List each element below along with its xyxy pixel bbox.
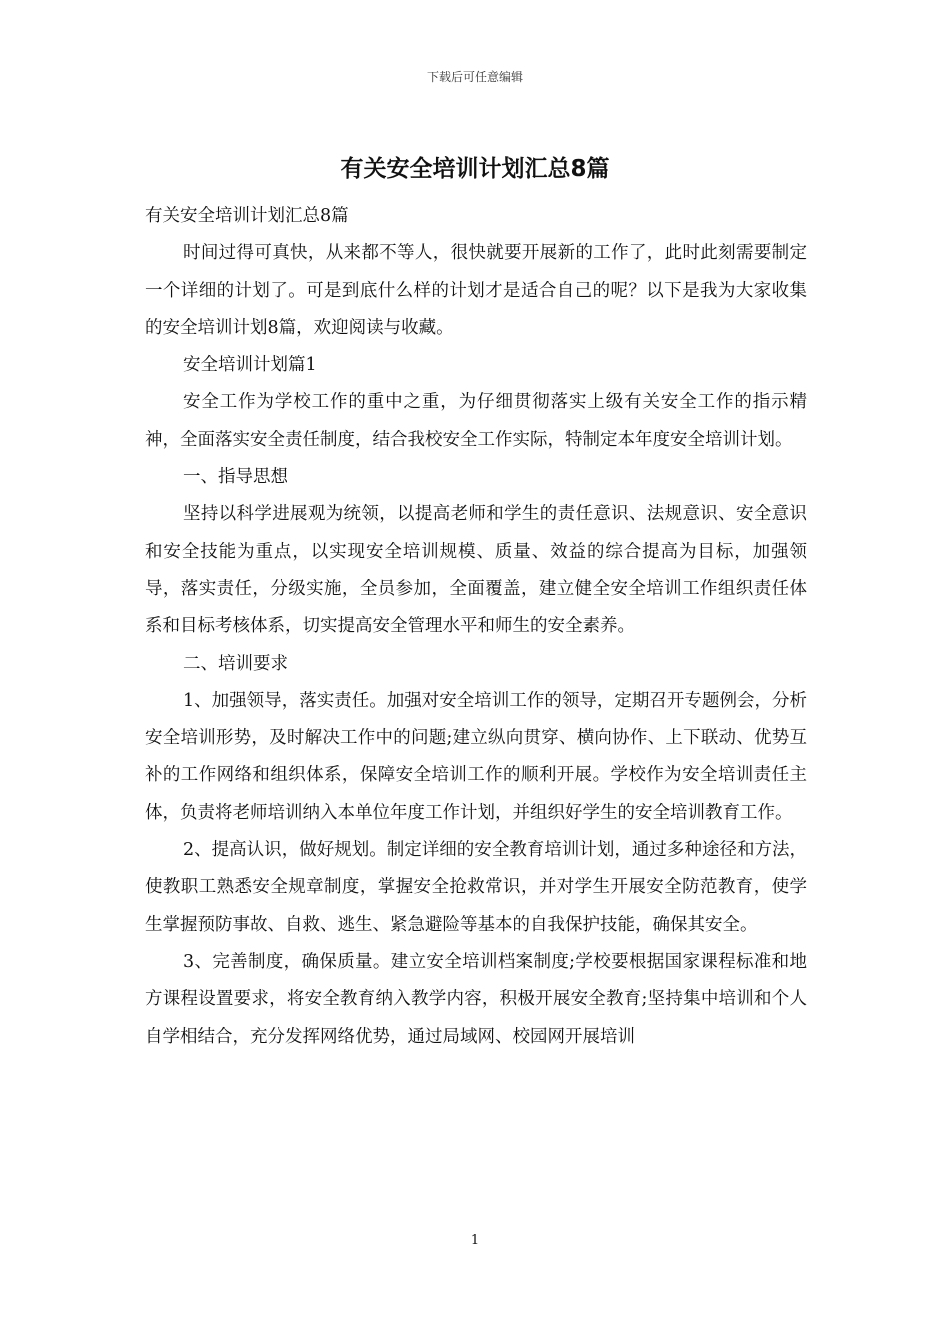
guiding-ideology-paragraph: 坚持以科学进展观为统领，以提高老师和学生的责任意识、法规意识、安全意识和安全技能为重点，以实现安全培训规模、质量、效益的综合提高为目标，加强领导，落实责任，分级实施，全员参加，全面覆盖，建立健全安全培训工作组织责任体系和目标考核体系，切实提高安全管理水平和师生的安全素养。 xyxy=(145,504,807,637)
page-number: 1 xyxy=(470,1233,480,1248)
document-body xyxy=(145,198,807,1056)
header-note: 下载后可任意编辑 xyxy=(426,70,523,84)
section-heading-plan-1: 安全培训计划篇1 xyxy=(183,355,317,376)
plan-1-intro-paragraph: 安全工作为学校工作的重中之重，为仔细贯彻落实上级有关安全工作的指示精神，全面落实安全责任制度，结合我校安全工作实际，特制定本年度安全培训计划。 xyxy=(145,392,807,450)
subtitle-line: 有关安全培训计划汇总8篇 xyxy=(145,206,349,226)
heading-training-requirements: 二、培训要求 xyxy=(183,653,288,674)
requirement-item-3: 3、完善制度，确保质量。建立安全培训档案制度;学校要根据国家课程标准和地方课程设置要求，将安全教育纳入教学内容，积极开展安全教育;坚持集中培训和个人自学相结合，充分发挥网络优势，通过局域网、校园网开展培训 xyxy=(145,951,807,1047)
heading-guiding-ideology: 一、指导思想 xyxy=(183,467,288,488)
intro-paragraph: 时间过得可真快，从来都不等人，很快就要开展新的工作了，此时此刻需要制定一个详细的计划了。可是到底什么样的计划才是适合自己的呢？以下是我为大家收集的安全培训计划8篇，欢迎阅读与收藏。 xyxy=(145,243,807,338)
requirement-item-2: 2、提高认识，做好规划。制定详细的安全教育培训计划，通过多种途径和方法，使教职工熟悉安全规章制度，掌握安全抢救常识，并对学生开展安全防范教育，使学生掌握预防事故、自救、逃生、紧急避险等基本的自我保护技能，确保其安全。 xyxy=(145,840,807,935)
document-title: 有关安全培训计划汇总8篇 xyxy=(340,156,610,182)
requirement-item-1: 1、加强领导，落实责任。加强对安全培训工作的领导，定期召开专题例会，分析安全培训形势，及时解决工作中的问题;建立纵向贯穿、横向协作、上下联动、优势互补的工作网络和组织体系，保障安全培训工作的顺利开展。学校作为安全培训责任主体，负责将老师培训纳入本单位年度工作计划，并组织好学生的安全培训教育工作。 xyxy=(145,690,807,823)
